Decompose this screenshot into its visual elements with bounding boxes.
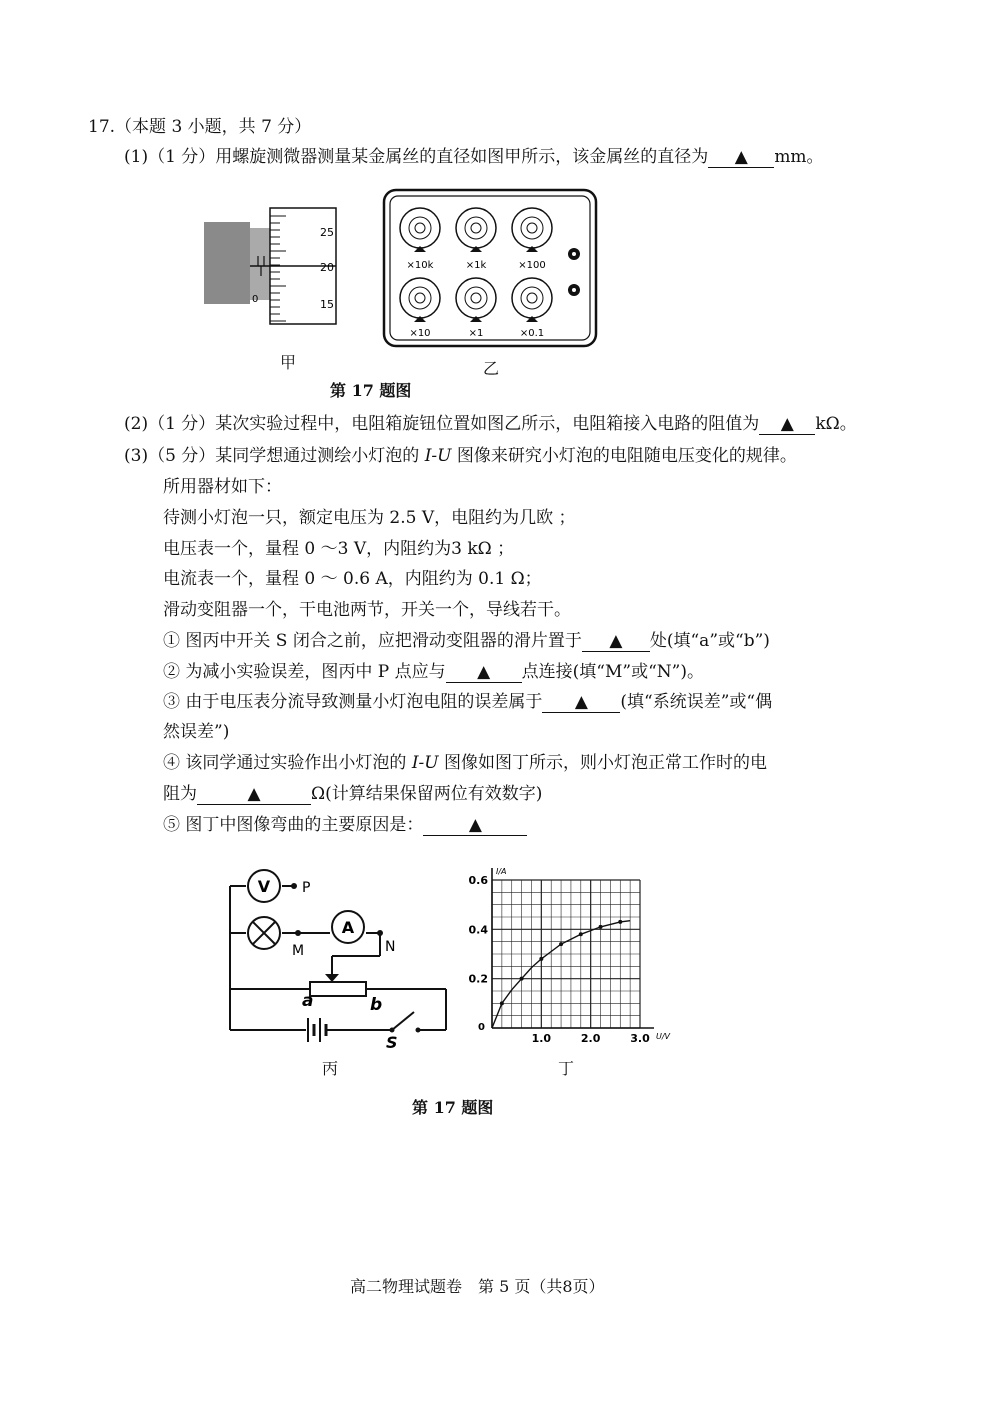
micrometer-label-15: 15 — [320, 298, 334, 311]
part3-line — [124, 445, 797, 467]
y-tick-label: 0.6 — [468, 874, 488, 887]
rheostat-slider — [325, 974, 339, 982]
part2-line — [124, 413, 857, 435]
figure-yi-label: 乙 — [483, 359, 500, 378]
sub4-hint: Ω(计算结果保留两位有效数字) — [311, 784, 543, 804]
chart-data-point — [599, 925, 603, 929]
battery-symbol — [308, 1018, 326, 1042]
micrometer-label-25: 25 — [320, 226, 334, 239]
terminal-p-dot — [291, 883, 297, 889]
micrometer-label-20: 20 — [320, 261, 334, 274]
chart-data-point — [520, 977, 524, 981]
equipment-ammeter: 电流表一个，量程 0 ～ 0.6 A，内阻约为 0.1 Ω； — [163, 569, 542, 589]
sub4-text: ④ 该同学通过实验作出小灯泡的 — [163, 753, 407, 773]
figure-caption-2: 第 17 题图 — [412, 1098, 494, 1117]
part2-unit: kΩ。 — [815, 414, 857, 434]
chart-data-point — [539, 957, 543, 961]
part3-text-end: 图像来研究小灯泡的电阻随电压变化的规律。 — [456, 446, 797, 466]
sub3-answer-blank[interactable]: ▲ — [542, 692, 620, 713]
point-p-label: P — [302, 880, 311, 896]
sub2-text: ② 为减小实验误差，图丙中 P 点应与 — [163, 662, 446, 682]
point-m-dot — [295, 930, 301, 936]
dial-label-x1: ×1 — [468, 328, 484, 339]
sub4-second-line — [163, 783, 542, 805]
sub5-line — [163, 814, 527, 836]
resistance-box-figure — [380, 186, 600, 350]
voltmeter-label: V — [257, 877, 271, 896]
part1-text: (1)（1 分）用螺旋测微器测量某金属丝的直径如图甲所示，该金属丝的直径为 — [124, 147, 709, 167]
chart-xlabel: U/V — [656, 1032, 671, 1041]
sub1-line — [163, 630, 770, 652]
sub5-text: ⑤ 图丁中图像弯曲的主要原因是： — [163, 815, 424, 835]
micrometer-sleeve-left — [204, 222, 250, 304]
question-header: 17.（本题 3 小题，共 7 分） — [88, 117, 312, 137]
sub3-line — [163, 691, 772, 713]
voltmeter-symbol — [248, 870, 280, 902]
chart-data-point — [559, 942, 563, 946]
part2-answer-blank[interactable]: ▲ — [759, 414, 815, 435]
sub1-text: ① 图丙中开关 S 闭合之前，应把滑动变阻器的滑片置于 — [163, 631, 582, 651]
chart-origin-label: 0 — [478, 1022, 485, 1033]
rheostat-end-a: a — [302, 991, 314, 1011]
dial-label-x0.1: ×0.1 — [519, 328, 545, 339]
equipment-rheostat: 滑动变阻器一个，干电池两节，开关一个，导线若干。 — [163, 600, 571, 620]
part1-unit: mm。 — [774, 147, 824, 167]
sub3-continuation: 然误差”) — [163, 722, 230, 742]
sub3-hint: (填“系统误差”或“偶 — [620, 692, 773, 712]
rheostat-body — [310, 982, 366, 996]
sub1-answer-blank[interactable]: ▲ — [582, 631, 650, 652]
micrometer-zero-label: 0 — [252, 294, 259, 305]
circuit-wires — [230, 886, 446, 1030]
x-tick-label: 1.0 — [531, 1032, 552, 1045]
sub5-answer-blank[interactable]: ▲ — [423, 815, 527, 836]
ammeter-label: A — [341, 918, 355, 937]
point-n-dot — [377, 930, 383, 936]
part3-iu: I-U — [424, 446, 452, 466]
sub1-hint: 处(填“a”或“b”) — [649, 631, 770, 651]
switch-symbol — [390, 1012, 421, 1033]
chart-data-point — [579, 932, 583, 936]
y-tick-label: 0.2 — [468, 972, 488, 986]
sub2-answer-blank[interactable]: ▲ — [446, 662, 522, 683]
sub4-iu: I-U — [411, 753, 439, 773]
dial-label-x10k: ×10k — [406, 260, 434, 271]
micrometer-figure — [200, 190, 360, 340]
chart-axes — [492, 868, 654, 1028]
dial-label-x100: ×100 — [518, 260, 546, 271]
equipment-heading: 所用器材如下： — [163, 477, 282, 497]
sub4-answer-blank[interactable]: ▲ — [197, 784, 311, 805]
figure-bing-label: 丙 — [322, 1059, 339, 1078]
chart-data-point — [500, 1001, 504, 1005]
figure-ding-label: 丁 — [558, 1059, 575, 1078]
ammeter-symbol — [332, 911, 364, 943]
equipment-voltmeter: 电压表一个，量程 0 ～3 V，内阻约为3 kΩ ； — [163, 539, 515, 559]
sub3-text: ③ 由于电压表分流导致测量小灯泡电阻的误差属于 — [163, 692, 543, 712]
lamp-symbol — [248, 917, 280, 949]
sub2-line — [163, 661, 704, 683]
chart-ylabel: I/A — [496, 867, 507, 876]
part3-text: (3)（5 分）某同学想通过测绘小灯泡的 — [124, 446, 420, 466]
x-tick-label: 2.0 — [580, 1032, 601, 1045]
equipment-bulb: 待测小灯泡一只，额定电压为 2.5 V，电阻约为几欧 ； — [163, 508, 576, 528]
figure-jia-label: 甲 — [280, 353, 297, 372]
switch-label: S — [386, 1033, 398, 1052]
part1-line — [124, 146, 824, 168]
point-m-label: M — [292, 943, 305, 959]
figure-caption-1: 第 17 题图 — [330, 381, 412, 400]
sub4-line — [163, 752, 767, 774]
iu-chart — [460, 860, 680, 1050]
y-tick-label: 0.4 — [468, 923, 488, 937]
x-tick-label: 3.0 — [630, 1032, 650, 1045]
chart-grid — [492, 880, 640, 1028]
sub2-hint: 点连接(填“M”或“N”)。 — [521, 662, 704, 682]
part2-text: (2)（1 分）某次实验过程中，电阻箱旋钮位置如图乙所示，电阻箱接入电路的阻值为 — [124, 414, 760, 434]
dial-label-x10: ×10 — [409, 328, 431, 339]
point-n-label: N — [385, 939, 396, 955]
sub4-text-2: 阻为 — [163, 784, 197, 804]
circuit-figure — [220, 860, 470, 1050]
chart-data-point — [618, 920, 622, 924]
rheostat-end-b: b — [370, 995, 383, 1015]
part1-answer-blank[interactable]: ▲ — [708, 147, 774, 168]
micrometer-sleeve — [250, 228, 270, 300]
page-footer: 高二物理试题卷 第 5 页（共8页） — [350, 1277, 605, 1296]
sub4-text-end: 图像如图丁所示，则小灯泡正常工作时的电 — [444, 753, 768, 773]
dial-label-x1k: ×1k — [465, 260, 487, 271]
